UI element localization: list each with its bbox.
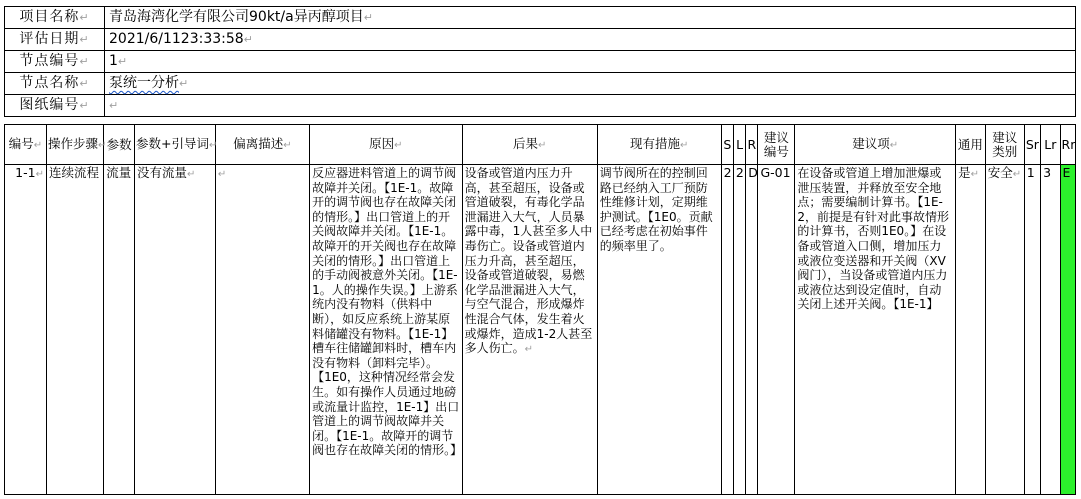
cell-measures[interactable]: 调节阀所在的控制回路已经纳入工厂预防性维修计划，定期维护测试。【1E0。贡献已经考虑在初始事件的频率里了。 xyxy=(597,165,721,495)
info-value[interactable]: 2021/6/1123:33:58↵ xyxy=(105,29,1076,51)
cell-consequence[interactable]: 设备或管道内压力升高，甚至超压，设备或管道破裂，有毒化学品泄漏进入大气，人员暴露中毒，1人甚至多人中毒伤亡。设备或管道内压力升高，甚至超压，设备或管道破裂，易燃化学品泄漏进入大气，与空气混合，形成爆炸性混合气体，发生着火或爆炸，造成1-2人甚至多人伤亡。↵ xyxy=(462,165,597,495)
col-header-consequence[interactable]: 后果↵ xyxy=(462,125,597,165)
info-value[interactable]: 青岛海湾化学有限公司90kt/a异丙醇项目↵ xyxy=(105,7,1076,29)
info-row-drawing-id xyxy=(5,95,1076,117)
cell-common[interactable]: 是↵ xyxy=(956,165,986,495)
cell-s[interactable]: 2 xyxy=(721,165,733,495)
table-row xyxy=(5,165,1076,495)
col-header-recommendation[interactable]: 建议项↵ xyxy=(795,125,956,165)
col-header-cause[interactable]: 原因↵ xyxy=(310,125,463,165)
cell-lr[interactable]: 3 xyxy=(1041,165,1060,495)
col-header-deviation[interactable]: 偏离描述↵ xyxy=(215,125,309,165)
cell-sr[interactable]: 1 xyxy=(1024,165,1040,495)
col-header-param[interactable]: 参数 xyxy=(104,125,135,165)
col-header-l[interactable]: L xyxy=(733,125,745,165)
col-header-step[interactable]: 操作步骤↵ xyxy=(46,125,103,165)
info-label: 节点编号↵ xyxy=(5,51,105,73)
col-header-sr[interactable]: Sr xyxy=(1024,125,1040,165)
hazop-analysis-table xyxy=(4,124,1076,495)
info-row-project-name xyxy=(5,7,1076,29)
cell-param[interactable]: 流量 xyxy=(104,165,135,495)
info-label: 节点名称↵ xyxy=(5,73,105,95)
cell-r[interactable]: D xyxy=(746,165,758,495)
col-header-common[interactable]: 通用 xyxy=(956,125,986,165)
project-info-table xyxy=(4,6,1076,117)
cell-step[interactable]: 连续流程 xyxy=(46,165,103,495)
info-row-node-name xyxy=(5,73,1076,95)
col-header-category[interactable]: 建议类别 xyxy=(985,125,1024,165)
col-header-id[interactable]: 编号↵ xyxy=(5,125,47,165)
col-header-rr[interactable]: Rr xyxy=(1060,125,1075,165)
info-label: 评估日期↵ xyxy=(5,29,105,51)
cell-rec-id[interactable]: G-01 xyxy=(758,165,795,495)
col-header-rec-id[interactable]: 建议编号 xyxy=(758,125,795,165)
cell-l[interactable]: 2 xyxy=(733,165,745,495)
cell-cause[interactable]: 反应器进料管道上的调节阀故障并关闭。【1E-1。故障开的调节阀也存在故障关闭的情形。】出口管道上的开关阀故障并关闭。【1E-1。故障开的开关阀也存在故障关闭的情形。】出口管道上的手动阀被意外关闭。【1E-1。人的操作失误。】上游系统内没有物料（供料中断），如反应系统上游某原料储罐没有物料。【1E-1】槽车往储罐卸料时，槽车内没有物料（卸料完毕）。【1E0，这种情况经常会发生。如有操作人员通过地磅或流量计监控，1E-1】出口管道上的调节阀故障并关闭。【1E-1。故障开的调节阀也存在故障关闭的情形。】 xyxy=(310,165,463,495)
table-header-row xyxy=(5,125,1076,165)
cell-deviation[interactable]: ↵ xyxy=(215,165,309,495)
col-header-lr[interactable]: Lr xyxy=(1041,125,1060,165)
info-label: 图纸编号↵ xyxy=(5,95,105,117)
info-row-node-id xyxy=(5,51,1076,73)
cell-category[interactable]: 安全↵ xyxy=(985,165,1024,495)
info-label: 项目名称↵ xyxy=(5,7,105,29)
col-header-measures[interactable]: 现有措施↵ xyxy=(597,125,721,165)
info-value[interactable]: ↵ xyxy=(105,95,1076,117)
col-header-s[interactable]: S xyxy=(721,125,733,165)
cell-recommendation[interactable]: 在设备或管道上增加泄爆或泄压装置，并释放至安全地点；需要编制计算书。【1E-2，前提是有针对此事故情形的计算书，否则1E0。】在设备或管道入口侧，增加压力或液位变送器和开关阀（XV阀门），当设备或管道内压力或液位达到设定值时，自动关闭上述开关阀。【1E-1】 xyxy=(795,165,956,495)
cell-rr[interactable]: E xyxy=(1060,165,1075,495)
info-value[interactable]: 1↵ xyxy=(105,51,1076,73)
cell-param-guide[interactable]: 没有流量↵ xyxy=(135,165,216,495)
col-header-param-guide[interactable]: 参数+引导词↵ xyxy=(135,125,216,165)
info-value[interactable]: 泵统一分析↵ xyxy=(105,73,1076,95)
col-header-r[interactable]: R xyxy=(746,125,758,165)
cell-id[interactable]: 1-1↵ xyxy=(5,165,47,495)
info-row-eval-date xyxy=(5,29,1076,51)
